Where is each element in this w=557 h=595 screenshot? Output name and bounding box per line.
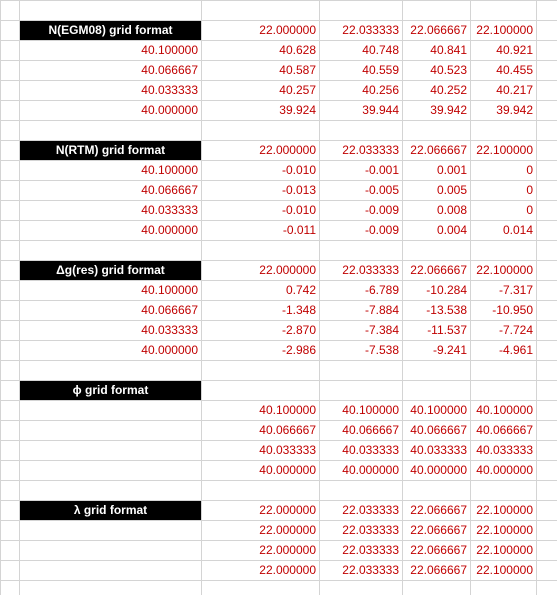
table-row <box>0 440 557 460</box>
section-title-cell[interactable]: λ grid format <box>20 501 201 520</box>
value-cell[interactable]: -10.284 <box>426 283 467 297</box>
value-cell[interactable]: 40.066667 <box>259 423 316 437</box>
value-cell[interactable]: 22.066667 <box>410 563 467 577</box>
value-cell[interactable]: -7.384 <box>364 323 399 337</box>
latitude-cell[interactable]: 40.033333 <box>141 323 198 337</box>
value-cell[interactable]: 22.033333 <box>342 563 399 577</box>
value-cell[interactable]: 40.217 <box>496 83 533 97</box>
longitude-header-cell[interactable]: 22.033333 <box>342 23 399 37</box>
value-cell[interactable]: 40.100000 <box>342 403 399 417</box>
longitude-header-cell[interactable]: 22.000000 <box>259 143 316 157</box>
value-cell[interactable]: 40.252 <box>430 83 467 97</box>
value-cell[interactable]: 40.523 <box>430 63 467 77</box>
value-cell[interactable]: 0.004 <box>436 223 467 237</box>
value-cell[interactable]: 40.033333 <box>410 443 467 457</box>
table-row <box>0 220 557 240</box>
table-row <box>0 540 557 560</box>
value-cell[interactable]: 0 <box>526 203 533 217</box>
table-row <box>0 280 557 300</box>
value-cell[interactable]: -7.538 <box>364 343 399 357</box>
value-cell[interactable]: -2.986 <box>281 343 316 357</box>
value-cell[interactable]: -0.010 <box>281 203 316 217</box>
value-cell[interactable]: -2.870 <box>281 323 316 337</box>
section-header-row <box>0 380 557 400</box>
longitude-header-cell[interactable]: 22.066667 <box>410 143 467 157</box>
longitude-header-cell[interactable]: 22.066667 <box>410 263 467 277</box>
value-cell[interactable]: 22.100000 <box>476 543 533 557</box>
value-cell[interactable]: 39.944 <box>362 103 399 117</box>
longitude-header-cell[interactable]: 22.000000 <box>259 23 316 37</box>
latitude-cell[interactable]: 40.066667 <box>141 303 198 317</box>
value-cell[interactable]: 40.000000 <box>476 463 533 477</box>
value-cell[interactable]: 22.000000 <box>259 503 316 517</box>
section-title-cell[interactable]: Δg(res) grid format <box>20 261 201 280</box>
value-cell[interactable]: -0.011 <box>282 223 316 237</box>
value-cell[interactable]: 0.008 <box>436 203 467 217</box>
value-cell[interactable]: 0.005 <box>436 183 467 197</box>
table-row <box>0 420 557 440</box>
value-cell[interactable]: -0.013 <box>281 183 316 197</box>
latitude-cell[interactable]: 40.066667 <box>141 63 198 77</box>
value-cell[interactable]: 40.000000 <box>259 463 316 477</box>
value-cell[interactable]: 40.256 <box>362 83 399 97</box>
value-cell[interactable]: -4.961 <box>498 343 533 357</box>
value-cell[interactable]: 22.066667 <box>410 543 467 557</box>
value-cell[interactable]: -7.317 <box>498 283 533 297</box>
value-cell[interactable]: 22.066667 <box>410 523 467 537</box>
table-row <box>0 560 557 580</box>
value-cell[interactable]: 22.033333 <box>342 503 399 517</box>
latitude-cell[interactable]: 40.100000 <box>141 283 198 297</box>
value-cell[interactable]: -0.009 <box>364 203 399 217</box>
latitude-cell[interactable]: 40.000000 <box>141 103 198 117</box>
value-cell[interactable]: 40.100000 <box>259 403 316 417</box>
longitude-header-cell[interactable]: 22.100000 <box>476 23 533 37</box>
value-cell[interactable]: 40.100000 <box>476 403 533 417</box>
value-cell[interactable]: -7.884 <box>364 303 399 317</box>
value-cell[interactable]: 22.100000 <box>476 523 533 537</box>
table-row <box>0 100 557 120</box>
section-header-row <box>0 260 557 280</box>
latitude-cell[interactable]: 40.100000 <box>141 163 198 177</box>
value-cell[interactable]: -10.950 <box>492 303 533 317</box>
latitude-cell[interactable]: 40.100000 <box>141 43 198 57</box>
value-cell[interactable]: 22.000000 <box>259 563 316 577</box>
value-cell[interactable]: 22.033333 <box>342 543 399 557</box>
value-cell[interactable]: -0.009 <box>364 223 399 237</box>
value-cell[interactable]: -7.724 <box>498 323 533 337</box>
value-cell[interactable]: 40.841 <box>430 43 467 57</box>
value-cell[interactable]: -6.789 <box>364 283 399 297</box>
latitude-cell[interactable]: 40.000000 <box>141 343 198 357</box>
table-row <box>0 200 557 220</box>
value-cell[interactable]: 40.066667 <box>410 423 467 437</box>
value-cell[interactable]: 40.455 <box>496 63 533 77</box>
value-cell[interactable]: -9.241 <box>432 343 467 357</box>
value-cell[interactable]: 22.100000 <box>476 503 533 517</box>
value-cell[interactable]: 40.033333 <box>342 443 399 457</box>
value-cell[interactable]: 40.257 <box>279 83 316 97</box>
table-row <box>0 340 557 360</box>
value-cell[interactable]: 39.924 <box>279 103 316 117</box>
latitude-cell[interactable]: 40.033333 <box>141 83 198 97</box>
section-header-row <box>0 20 557 40</box>
latitude-cell[interactable]: 40.000000 <box>141 223 198 237</box>
value-cell[interactable]: 40.587 <box>279 63 316 77</box>
value-cell[interactable]: 40.100000 <box>410 403 467 417</box>
table-row <box>0 60 557 80</box>
value-cell[interactable]: 0 <box>526 183 533 197</box>
longitude-header-cell[interactable]: 22.066667 <box>410 23 467 37</box>
table-row <box>0 400 557 420</box>
value-cell[interactable]: 0.742 <box>285 283 316 297</box>
longitude-header-cell[interactable]: 22.100000 <box>476 263 533 277</box>
table-row <box>0 300 557 320</box>
value-cell[interactable]: -0.005 <box>364 183 399 197</box>
longitude-header-cell[interactable]: 22.100000 <box>476 143 533 157</box>
value-cell[interactable]: 39.942 <box>496 103 533 117</box>
section-title-cell[interactable]: ϕ grid format <box>20 381 201 400</box>
value-cell[interactable]: 22.000000 <box>259 543 316 557</box>
table-row <box>0 320 557 340</box>
latitude-cell[interactable]: 40.066667 <box>141 183 198 197</box>
section-header-row <box>0 500 557 520</box>
table-row <box>0 40 557 60</box>
table-row <box>0 160 557 180</box>
value-cell[interactable]: -11.537 <box>427 323 467 337</box>
value-cell[interactable]: 40.921 <box>496 43 533 57</box>
table-row <box>0 520 557 540</box>
longitude-header-cell[interactable]: 22.000000 <box>259 263 316 277</box>
section-title-cell[interactable]: N(RTM) grid format <box>20 141 201 160</box>
latitude-cell[interactable]: 40.033333 <box>141 203 198 217</box>
value-cell[interactable]: -1.348 <box>281 303 316 317</box>
value-cell[interactable]: 22.033333 <box>342 523 399 537</box>
longitude-header-cell[interactable]: 22.033333 <box>342 263 399 277</box>
value-cell[interactable]: 0.014 <box>502 223 533 237</box>
value-cell[interactable]: -13.538 <box>426 303 467 317</box>
value-cell[interactable]: 40.033333 <box>476 443 533 457</box>
section-title-cell[interactable]: N(EGM08) grid format <box>20 21 201 40</box>
value-cell[interactable]: 22.100000 <box>476 563 533 577</box>
longitude-header-cell[interactable]: 22.033333 <box>342 143 399 157</box>
table-row <box>0 180 557 200</box>
table-row <box>0 460 557 480</box>
value-cell[interactable]: -0.001 <box>364 163 399 177</box>
section-header-row <box>0 140 557 160</box>
value-cell[interactable]: 22.066667 <box>410 503 467 517</box>
value-cell[interactable]: 40.559 <box>362 63 399 77</box>
value-cell[interactable]: 40.748 <box>362 43 399 57</box>
value-cell[interactable]: 40.066667 <box>342 423 399 437</box>
table-row <box>0 80 557 100</box>
value-cell[interactable]: 40.066667 <box>476 423 533 437</box>
value-cell[interactable]: 22.000000 <box>259 523 316 537</box>
value-cell[interactable]: -0.010 <box>281 163 316 177</box>
value-cell[interactable]: 40.000000 <box>410 463 467 477</box>
value-cell[interactable]: 0 <box>526 163 533 177</box>
value-cell[interactable]: 39.942 <box>430 103 467 117</box>
value-cell[interactable]: 40.033333 <box>259 443 316 457</box>
value-cell[interactable]: 40.628 <box>279 43 316 57</box>
value-cell[interactable]: 0.001 <box>436 163 467 177</box>
value-cell[interactable]: 40.000000 <box>342 463 399 477</box>
